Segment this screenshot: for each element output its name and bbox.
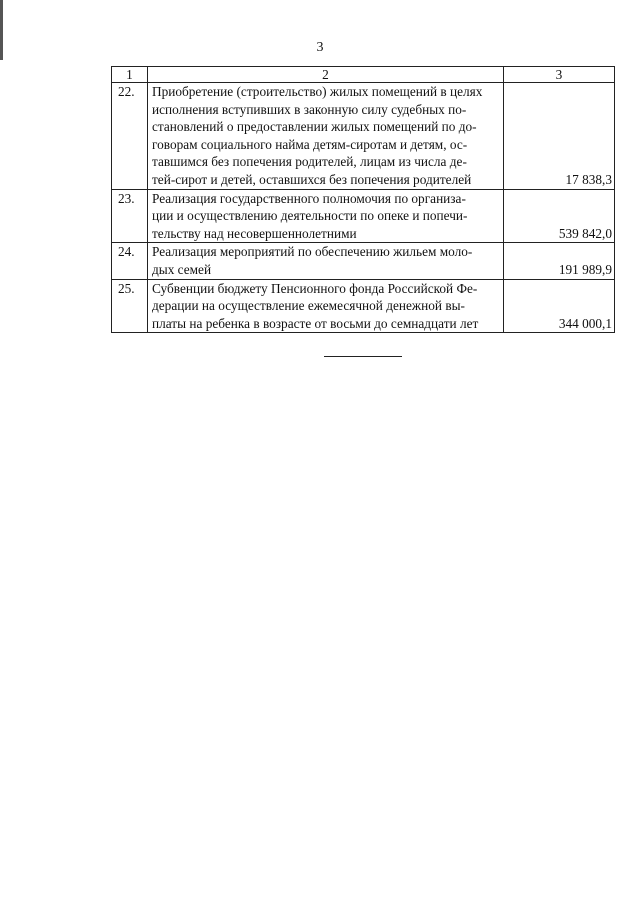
column-header-2: 2 — [148, 67, 504, 83]
row-description — [148, 279, 504, 333]
description-line: исполнения вступивших в законную силу судебных по- — [152, 101, 467, 117]
row-number: 25. — [112, 279, 148, 333]
row-description — [148, 189, 504, 243]
description-line: тельству над несовершеннолетними — [152, 225, 357, 241]
row-number: 24. — [112, 243, 148, 279]
row-amount: 539 842,0 — [504, 189, 615, 243]
description-line: тавшимся без попечения родителей, лицам из числа де- — [152, 154, 467, 170]
description-line: Субвенции бюджету Пенсионного фонда Российской Фе- — [152, 280, 478, 296]
table-row — [112, 243, 615, 279]
description-line: дых семей — [152, 261, 212, 277]
budget-table — [111, 66, 615, 333]
description-line: дерации на осуществление ежемесячной денежной вы- — [152, 298, 465, 314]
table-row — [112, 83, 615, 190]
column-header-3: 3 — [504, 67, 615, 83]
description-line: тей-сирот и детей, оставшихся без попечения родителей — [152, 171, 472, 187]
description-line: Реализация мероприятий по обеспечению жильем моло- — [152, 244, 473, 260]
table-row — [112, 279, 615, 333]
row-description — [148, 243, 504, 279]
row-amount: 344 000,1 — [504, 279, 615, 333]
description-line: платы на ребенка в возрасте от восьми до семнадцати лет — [152, 315, 479, 331]
row-number: 22. — [112, 83, 148, 190]
table-row — [112, 189, 615, 243]
end-of-document-rule — [324, 356, 402, 357]
row-description — [148, 83, 504, 190]
column-header-1: 1 — [112, 67, 148, 83]
row-amount: 17 838,3 — [504, 83, 615, 190]
description-line: Реализация государственного полномочия по организа- — [152, 190, 466, 206]
row-number: 23. — [112, 189, 148, 243]
row-amount: 191 989,9 — [504, 243, 615, 279]
description-line: становлений о предоставлении жилых помещений по до- — [152, 119, 477, 135]
page-number: 3 — [316, 40, 324, 55]
table-header-row — [112, 67, 615, 83]
description-line: Приобретение (строительство) жилых помещений в целях — [152, 84, 483, 99]
description-line: говорам социального найма детям-сиротам и детям, ос- — [152, 136, 468, 152]
description-line: ции и осуществлению деятельности по опеке и попечи- — [152, 208, 468, 224]
